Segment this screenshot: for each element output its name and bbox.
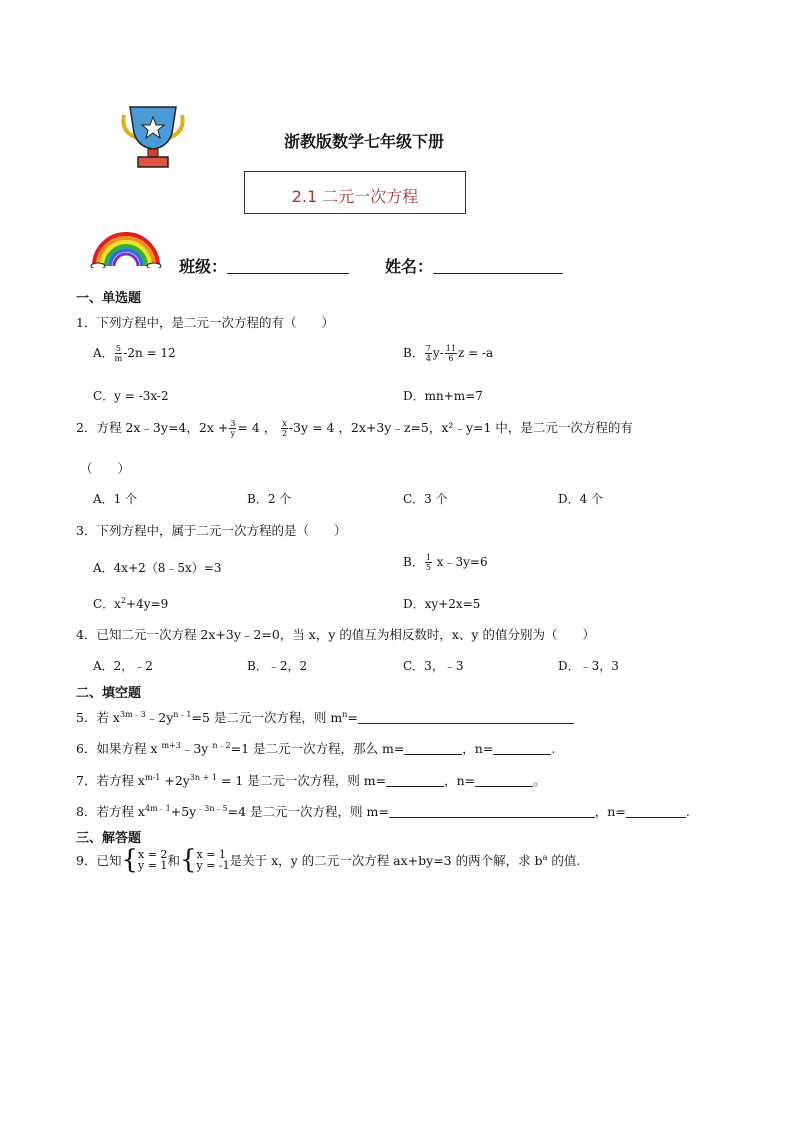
question-8: 8．若方程 $x^{4m﹣1}+5y^{﹣3n﹣5}=4$ 是二元一次方程，则 m= ，n= . (76, 804, 690, 819)
question-2-paren: （ ） (80, 461, 131, 476)
question-2-option-d[interactable]: D．4 个 (558, 492, 604, 506)
equation-system-1: x = 2 y = 1 (138, 848, 168, 872)
question-1-option-c[interactable]: C．y = -3x-2 (93, 389, 169, 403)
answer-blank[interactable] (358, 711, 574, 724)
section-heading-single-choice: 一、单选题 (76, 291, 142, 306)
question-1-stem: 1．下列方程中，是二元一次方程的有（ ） (76, 315, 334, 330)
question-5: 5．若 $x^{3m﹣3}﹣2y^{n﹣1}=5$ 是二元一次方程，则 $m^n=$ (76, 708, 574, 726)
lesson-title-box (244, 171, 466, 214)
question-1-option-a[interactable]: A． $\frac{5}{m}$ -2n = 12 (93, 344, 176, 363)
answer-blank-n[interactable] (493, 742, 551, 755)
question-3-stem: 3．下列方程中，属于二元一次方程的是（ ） (76, 523, 347, 538)
fraction: $\frac{3}{y}$ (230, 419, 236, 438)
fraction: $\frac{5}{m}$ (114, 344, 123, 363)
fraction: $\frac{7}{4}$ (425, 344, 431, 363)
question-2-option-c[interactable]: C．3 个 (403, 492, 448, 506)
section-heading-answer: 三、解答题 (76, 831, 142, 846)
question-1-option-b[interactable]: B． $\frac{7}{4}$ y- $\frac{11}{6}$ z = -a (403, 344, 494, 363)
answer-blank-m[interactable] (386, 774, 444, 787)
name-label: 姓名： (385, 257, 434, 276)
question-4-option-a[interactable]: A．2，﹣2 (93, 659, 153, 673)
name-field[interactable] (385, 254, 563, 277)
question-4-option-c[interactable]: C．3，﹣3 (403, 659, 464, 673)
question-4-option-b[interactable]: B．﹣2，2 (247, 659, 308, 673)
fraction: $\frac{x}{2}$ (281, 419, 288, 438)
question-2-option-b[interactable]: B．2 个 (247, 492, 292, 506)
equation-system-2: x = 1 y = -1 (196, 848, 230, 872)
question-9: 9．已知{ x = 2 y = 1 和{ x = 1 y = -1 是关于 x，y 的二元一次方程 ax+by=3 的两个解，求 $b^a$ 的值. (76, 845, 581, 875)
answer-blank-m[interactable] (389, 805, 595, 818)
name-blank[interactable] (433, 257, 563, 274)
trophy-icon (118, 103, 188, 169)
answer-blank-n[interactable] (475, 774, 533, 787)
answer-blank-m[interactable] (404, 742, 462, 755)
question-3-option-a[interactable]: A．4x+2（8﹣5x）=3 (93, 561, 222, 575)
left-brace: { (121, 845, 138, 875)
class-field[interactable] (179, 254, 349, 277)
section-heading-fill-blank: 二、填空题 (76, 686, 142, 701)
class-label: 班级： (179, 257, 228, 276)
question-4-stem: 4．已知二元一次方程 2x+3y﹣2=0，当 x，y 的值互为相反数时，x、y 的值分别为（ ） (76, 627, 595, 642)
rainbow-icon (90, 228, 162, 268)
question-3-option-d[interactable]: D．xy+2x=5 (403, 597, 481, 611)
question-2-option-a[interactable]: A．1 个 (93, 492, 138, 506)
fraction: $\frac{11}{6}$ (445, 344, 456, 363)
class-blank[interactable] (227, 257, 349, 274)
lesson-title: 2.1 二元一次方程 (291, 187, 419, 206)
question-3-option-b[interactable]: B． $\frac{1}{5}$ x﹣3y=6 (403, 553, 488, 572)
answer-blank-n[interactable] (626, 805, 686, 818)
left-brace: { (179, 845, 197, 875)
question-4-option-d[interactable]: D．﹣3，3 (558, 659, 619, 673)
question-7: 7．若方程 $x^{m-1} +2y^{3n + 1} = 1$ 是二元一次方程，则 m= ，n= 。 (76, 773, 546, 788)
fraction: $\frac{1}{5}$ (425, 553, 431, 572)
question-1-option-d[interactable]: D．mn+m=7 (403, 389, 483, 403)
page-title: 浙教版数学七年级下册 (284, 132, 445, 151)
question-6: 6．如果方程 x $^{m+3}$﹣3y $^{n﹣2}$=1 是二元一次方程，那么 m= ，n= . (76, 741, 556, 756)
question-3-option-c[interactable]: C．$x^2+4y=9$ (93, 596, 169, 611)
question-2-stem: 2．方程 2x﹣3y=4，2x + $\frac{3}{y}$ = 4 ， $\frac{x}{2}$ -3y = 4 ，2x+3y﹣z=5，x²﹣y=1 中，是二元一次方程的有 (76, 419, 633, 438)
